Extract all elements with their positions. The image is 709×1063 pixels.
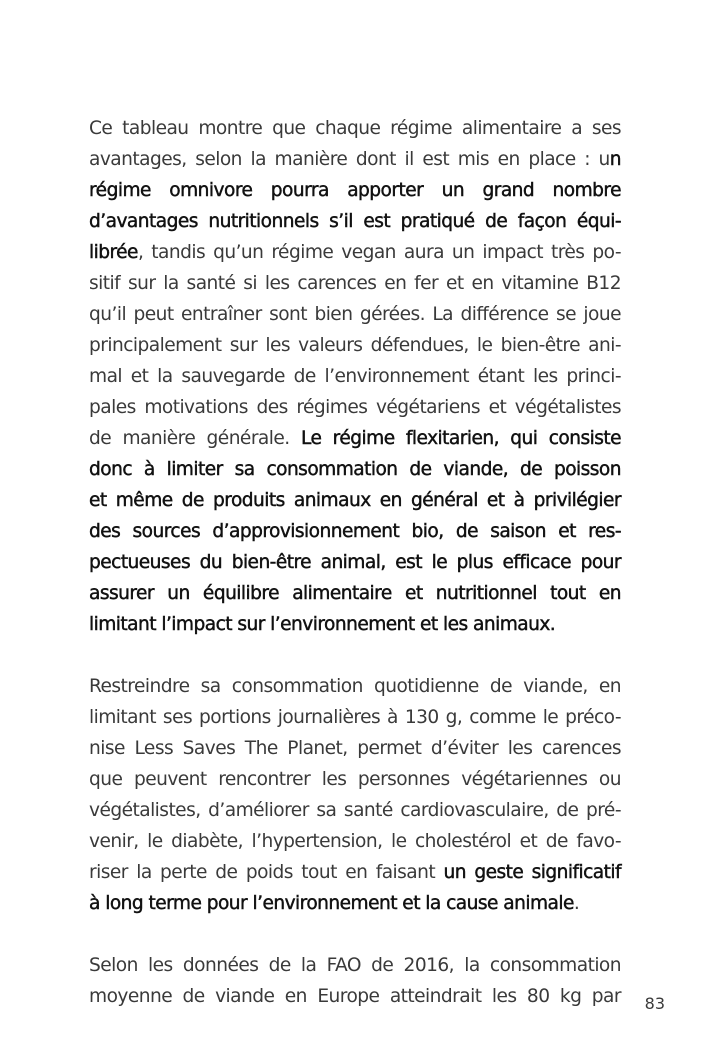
text-line [89, 826, 621, 857]
text-segment: nise Less Saves The Planet, permet d’éviter les carences [89, 738, 621, 759]
text-line [89, 206, 621, 237]
text-line [89, 330, 621, 361]
bold-text: assurer un équilibre alimentaire et nutritionnel tout en [89, 583, 621, 604]
paragraph [89, 113, 621, 640]
text-line [89, 609, 621, 640]
paragraph [89, 671, 621, 919]
text-line [89, 361, 621, 392]
bold-text: pectueuses du bien-être animal, est le plus efficace pour [89, 552, 621, 573]
text-segment: , tandis qu’un régime vegan aura un impact très po- [137, 242, 621, 263]
text-line [89, 144, 621, 175]
bold-text: limitant l’impact sur l’environnement et les animaux. [89, 614, 556, 635]
text-segment: qu’il peut entraîner sont bien gérées. La différence se joue [89, 304, 621, 325]
text-line [89, 671, 621, 702]
text-line [89, 702, 621, 733]
text-segment: que peuvent rencontrer les personnes végétariennes ou [89, 769, 621, 790]
text-line [89, 175, 621, 206]
text-line [89, 547, 621, 578]
paragraph [89, 950, 621, 1012]
text-segment: Ce tableau montre que chaque régime alimentaire a ses [89, 118, 621, 139]
bold-text: un geste significatif [443, 862, 621, 883]
text-line [89, 268, 621, 299]
bold-text: Le régime flexitarien, qui consiste [300, 428, 621, 449]
text-line [89, 113, 621, 144]
text-segment: avantages, selon la manière dont il est mis en place : u [89, 149, 610, 170]
text-line [89, 795, 621, 826]
text-line [89, 299, 621, 330]
text-segment: riser la perte de poids tout en faisant [89, 862, 444, 883]
text-segment: . [573, 893, 580, 914]
text-segment: sitif sur la santé si les carences en fer et en vitamine B12 [89, 273, 621, 294]
bold-text: n [609, 149, 621, 170]
text-line [89, 485, 621, 516]
text-segment: limitant ses portions journalières à 130 g, comme le préco- [89, 707, 621, 728]
text-line [89, 950, 621, 981]
text-segment: Restreindre sa consommation quotidienne de viande, en [89, 676, 621, 697]
text-line [89, 392, 621, 423]
bold-text: donc à limiter sa consommation de viande, de poisson [89, 459, 621, 480]
bold-text: des sources d’approvisionnement bio, de saison et res- [89, 521, 621, 542]
text-line [89, 981, 621, 1012]
bold-text: régime omnivore pourra apporter un grand nombre [89, 180, 621, 201]
text-line [89, 237, 621, 268]
text-segment: végétalistes, d’améliorer sa santé cardiovasculaire, de pré- [89, 800, 621, 821]
text-line [89, 454, 621, 485]
text-segment: principalement sur les valeurs défendues, le bien-être ani- [89, 335, 621, 356]
text-segment: venir, le diabète, l’hypertension, le cholestérol et de favo- [89, 831, 621, 852]
body-text [89, 113, 621, 1012]
bold-text: à long terme pour l’environnement et la cause animale [89, 893, 574, 914]
paragraph-gap [89, 640, 621, 671]
bold-text: librée [89, 242, 138, 263]
paragraph-gap [89, 919, 621, 950]
text-line [89, 516, 621, 547]
bold-text: et même de produits animaux en général et à privilégier [89, 490, 621, 511]
bold-text: d’avantages nutritionnels s’il est pratiqué de façon équi- [89, 211, 621, 232]
page-number: 83 [644, 994, 665, 1013]
text-line [89, 578, 621, 609]
text-line [89, 423, 621, 454]
text-line [89, 857, 621, 888]
text-segment: de manière générale. [89, 428, 301, 449]
text-segment: mal et la sauvegarde de l’environnement étant les princi- [89, 366, 621, 387]
text-line [89, 764, 621, 795]
text-line [89, 888, 621, 919]
text-segment: moyenne de viande en Europe atteindrait les 80 kg par [89, 986, 621, 1007]
text-line [89, 733, 621, 764]
text-segment: Selon les données de la FAO de 2016, la consommation [89, 955, 621, 976]
text-segment: pales motivations des régimes végétariens et végétalistes [89, 397, 621, 418]
